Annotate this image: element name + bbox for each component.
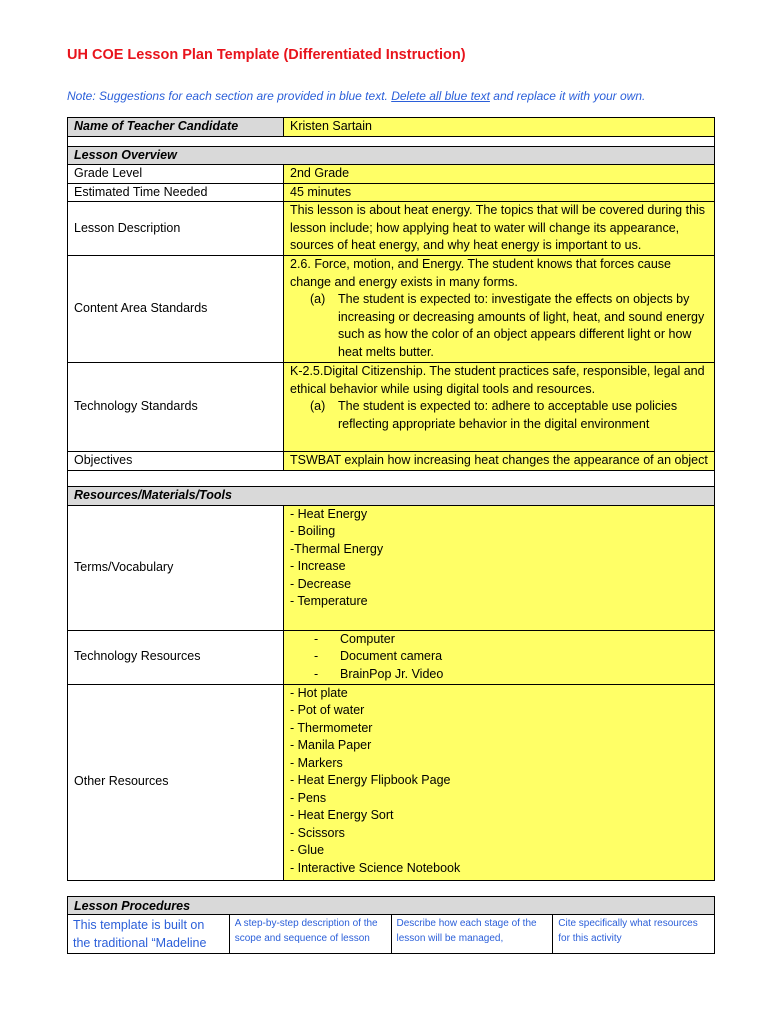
grade-row — [68, 165, 715, 184]
technology-standards-value[interactable] — [284, 363, 715, 452]
objectives-row — [68, 452, 715, 471]
other-resource-item: - Markers — [290, 755, 343, 770]
time-label: Estimated Time Needed — [68, 183, 284, 202]
terms-item: - Heat Energy — [290, 506, 368, 521]
other-resource-item: - Pens — [290, 790, 327, 805]
instruction-note — [67, 89, 645, 103]
terms-item: - Decrease — [290, 576, 352, 591]
teacher-value[interactable]: Kristen Sartain — [284, 118, 715, 137]
tech-resources-row — [68, 630, 715, 684]
tech-resources-value[interactable] — [284, 630, 715, 684]
other-resource-item: - Glue — [290, 843, 325, 857]
terms-item: -Thermal Energy — [290, 541, 384, 556]
grade-label: Grade Level — [68, 165, 284, 184]
teacher-label: Name of Teacher Candidate — [68, 118, 284, 137]
other-resource-item: - Interactive Science Notebook — [290, 860, 461, 875]
overview-header: Lesson Overview — [68, 146, 715, 165]
overview-header-row — [68, 146, 715, 165]
terms-item: - Temperature — [290, 594, 368, 608]
note-link[interactable]: Delete all blue text — [391, 89, 490, 103]
objectives-label: Objectives — [68, 452, 284, 471]
procedures-col-3[interactable]: Describe how each stage of the lesson will be managed, — [391, 915, 553, 954]
document-title: UH COE Lesson Plan Template (Differentiated Instruction) — [67, 47, 466, 63]
content-standard-sub — [290, 291, 708, 361]
content-standards-label: Content Area Standards — [68, 256, 284, 363]
procedures-header-row — [68, 897, 715, 915]
procedures-col-2[interactable]: A step-by-step description of the scope and sequence of lesson — [229, 915, 391, 954]
other-resource-item: - Pot of water — [290, 703, 365, 717]
technology-standards-row — [68, 363, 715, 452]
other-resource-item: - Scissors — [290, 825, 345, 840]
spacer-row — [68, 471, 715, 487]
tech-resources-label: Technology Resources — [68, 630, 284, 684]
tech-resource-item: - Computer — [290, 631, 708, 649]
procedures-col-4[interactable]: Cite specifically what resources for this activity — [553, 915, 715, 954]
terms-item: - Increase — [290, 559, 346, 573]
content-standards-value[interactable] — [284, 256, 715, 363]
content-standard-main: 2.6. Force, motion, and Energy. The student knows that forces cause change and energy exists in many forms. — [290, 257, 671, 289]
other-resources-label: Other Resources — [68, 684, 284, 880]
other-resource-item: - Thermometer — [290, 720, 373, 735]
technology-standard-sub — [290, 398, 708, 433]
terms-label: Terms/Vocabulary — [68, 505, 284, 630]
resources-header-row — [68, 487, 715, 506]
procedures-col-1[interactable]: This template is built on the traditional “Madeline — [68, 915, 230, 954]
teacher-row — [68, 118, 715, 137]
description-value[interactable]: This lesson is about heat energy. The topics that will be covered during this lesson include; how applying heat to water will change its appearance, sources of heat energy, and why heat energy is important to us. — [284, 202, 715, 256]
time-value[interactable]: 45 minutes — [284, 183, 715, 202]
procedures-header: Lesson Procedures — [68, 897, 715, 915]
content-standards-row — [68, 256, 715, 363]
procedures-table — [67, 896, 715, 954]
terms-item: - Boiling — [290, 524, 336, 538]
other-resources-value[interactable] — [284, 684, 715, 880]
other-resource-item: - Heat Energy Sort — [290, 808, 394, 822]
tech-resource-item: - Document camera — [290, 648, 708, 666]
description-label: Lesson Description — [68, 202, 284, 256]
grade-value[interactable]: 2nd Grade — [284, 165, 715, 184]
note-prefix: Note: Suggestions for each section are provided in blue text. — [67, 89, 392, 103]
other-resource-item: - Heat Energy Flipbook Page — [290, 773, 451, 787]
other-resource-item: - Manila Paper — [290, 738, 372, 752]
other-resource-item: - Hot plate — [290, 685, 348, 700]
resources-header: Resources/Materials/Tools — [68, 487, 715, 506]
technology-sub-marker: (a) — [310, 399, 326, 413]
procedures-guidance-row — [68, 915, 715, 954]
spacer-row — [68, 136, 715, 146]
lesson-plan-table — [67, 117, 715, 881]
technology-sub-text: The student is expected to: adhere to acceptable use policies reflecting appropriate behavior in the digital environment — [338, 399, 678, 431]
note-suffix: and replace it with your own. — [489, 89, 646, 103]
description-row — [68, 202, 715, 256]
other-resources-row — [68, 684, 715, 880]
content-sub-text: The student is expected to: investigate the effects on objects by increasing or decreasing amounts of light, heat, and sound energy such as how the color of an object appears different light or how heat melts butter. — [338, 292, 705, 359]
technology-standard-main: K-2.5.Digital Citizenship. The student practices safe, responsible, legal and ethical behavior while using digital tools and resources. — [290, 364, 705, 396]
objectives-value[interactable]: TSWBAT explain how increasing heat changes the appearance of an object — [284, 452, 715, 471]
terms-value[interactable] — [284, 505, 715, 630]
terms-row — [68, 505, 715, 630]
time-row — [68, 183, 715, 202]
content-sub-marker: (a) — [310, 292, 326, 306]
technology-standards-label: Technology Standards — [68, 363, 284, 452]
tech-resource-item: - BrainPop Jr. Video — [290, 666, 708, 684]
